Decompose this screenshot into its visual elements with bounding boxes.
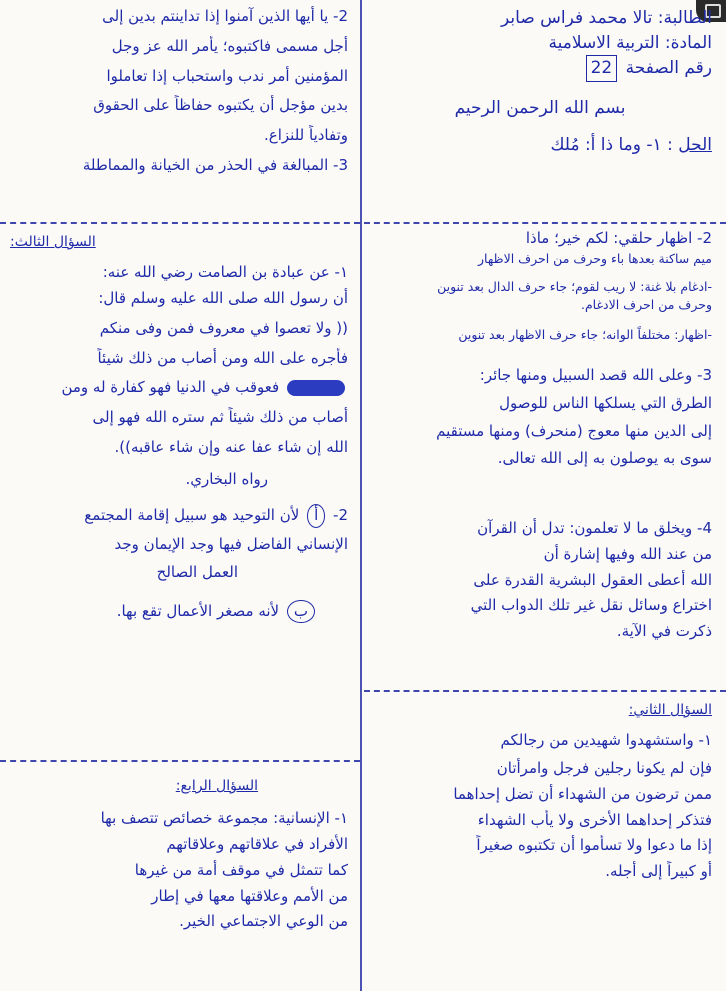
s3-q2-line-2: الإنساني الفاضل فيها وجد الإيمان وجد: [114, 535, 348, 554]
answer-2-block: [10, 6, 348, 177]
left-column: [6, 0, 356, 991]
section-2-header: السؤال الثاني:: [628, 702, 712, 718]
section-3-block: [10, 232, 348, 623]
a2-line-2: أجل مسمى فاكتبوه؛ يأمر الله عز وجل: [111, 36, 348, 55]
scribble-mark: [287, 380, 345, 396]
s3-line-1: ١- عن عبادة بن الصامت رضي الله عنه:: [102, 263, 348, 282]
s3-line-5: [10, 377, 348, 399]
q4-line-4: اختراع وسائل نقل غير تلك الدواب التي: [470, 596, 712, 615]
q2-line-4: وحرف من احرف الادغام.: [580, 297, 712, 312]
choice-a-circle: أ: [307, 504, 325, 528]
s3-q2-num: 2-: [333, 506, 348, 525]
section-4-header: السؤال الرابع:: [175, 778, 258, 794]
page-number-box: 22: [586, 55, 618, 82]
s3-q2-line-3: العمل الصالح: [156, 562, 238, 581]
answer-1: ١- وما ذا أ: مُلك: [550, 134, 662, 155]
s3-line-7: الله إن شاء عفا عنه وإن شاء عاقبه)).: [114, 437, 348, 456]
section-2-block: [368, 700, 712, 883]
s4-line-4: من الأمم وعلاقتها معها في إطار: [151, 886, 348, 905]
right-column: [364, 0, 720, 991]
s2-line-4: فتذكر إحداهما الأخرى ولا يأب الشهداء: [477, 810, 712, 829]
s3-q2-line-1: [10, 504, 348, 528]
solution-label: الحل: [678, 134, 712, 155]
question-4-block: [368, 518, 712, 643]
q3-line-1: 3- وعلى الله قصد السبيل ومنها جائر:: [479, 366, 712, 384]
header-block: [368, 6, 712, 157]
a2-line-3: المؤمنين أمر ندب واستحباب إذا تعاملوا: [106, 66, 348, 85]
q4-line-5: ذكرت في الآية.: [616, 622, 712, 640]
s4-line-2: الأفراد في علاقاتهم وعلاقاتهم: [166, 835, 348, 854]
s3-line-6: أصاب من ذلك شيئاً ثم ستره الله فهو إلى: [92, 408, 348, 427]
q4-line-2: من عند الله وفيها إشارة أن: [543, 544, 712, 563]
a3-line-1: 3- المبالغة في الحذر من الخيانة والمماطلة: [82, 155, 348, 174]
section-3-header: السؤال الثالث:: [10, 234, 96, 250]
page-label: رقم الصفحة: [625, 58, 712, 79]
s4-line-3: كما تتمثل في موقف أمة من غيرها: [134, 860, 348, 879]
s4-line-1: ١- الإنسانية: مجموعة خصائص تتصف بها: [100, 809, 348, 828]
a2-line-1: 2- يا أيها الذين آمنوا إذا تداينتم بدين إلى: [102, 7, 348, 25]
student-label: الطالبة: تالا محمد فراس صابر: [501, 8, 712, 28]
s2-line-6: أو كبيراً إلى أجله.: [605, 862, 712, 881]
s2-line-2: فإن لم يكونا رجلين فرجل وامرأتان: [496, 759, 712, 778]
section-4-block: [10, 776, 348, 933]
s3-b-line: [10, 600, 348, 624]
s2-line-3: ممن ترضون من الشهداء أن تضل إحداهما: [453, 784, 712, 803]
page-number-line: [368, 55, 712, 82]
s3-line-3: (( ولا تعصوا في معروف فمن وفى منكم: [99, 318, 348, 337]
s2-line-5: إذا ما دعوا ولا تسأموا أن تكتبوه صغيراً: [476, 836, 712, 855]
s3-q2-line-1-text: لأن التوحيد هو سبيل إقامة المجتمع: [84, 506, 300, 525]
a2-line-5: وتفادياً للنزاع.: [264, 126, 348, 144]
q2-line-3: -ادغام بلا غنة: لا ريب لقوم؛ جاء حرف الدال بعد تنوين: [437, 278, 712, 294]
answer-1-line: الحل : ١- وما ذا أ: مُلك: [550, 134, 712, 155]
question-3-block: [368, 365, 712, 470]
q2-line-1: 2- اظهار حلقي: لكم خير؛ ماذا: [525, 229, 712, 247]
subject-label: المادة: التربية الاسلامية: [548, 32, 712, 53]
q2-line-5: -اظهار: مختلفاً الوانه؛ جاء حرف الاظهار بعد تنوين: [458, 327, 712, 343]
a2-line-4: بدين مؤجل أن يكتبوه حفاظاً على الحقوق: [93, 96, 348, 115]
s3-b-text: لأنه مصغر الأعمال تقع بها.: [116, 601, 280, 620]
s3-line-2: أن رسول الله صلى الله عليه وسلم قال:: [98, 289, 348, 308]
s2-line-1: ١- واستشهدوا شهيدين من رجالكم: [500, 731, 712, 750]
s3-line-4: فأجره على الله ومن أصاب من ذلك شيئاً: [97, 348, 348, 367]
q4-line-1: 4- ويخلق ما لا تعلمون: تدل أن القرآن: [477, 519, 712, 537]
q3-line-3: إلى الدين منها معوج (منحرف) ومنها مستقيم: [436, 421, 712, 440]
column-divider: [360, 0, 362, 991]
s4-line-5: من الوعي الاجتماعي الخير.: [179, 912, 348, 931]
q2-line-2: ميم ساكنة بعدها باء وحرف من احرف الاظهار: [478, 250, 712, 266]
q3-line-4: سوى به يوصلون به إلى الله تعالى.: [497, 449, 712, 468]
q3-line-2: الطرق التي يسلكها الناس للوصول: [499, 393, 712, 412]
s3-line-5-text: فعوقب في الدنيا فهو كفارة له ومن: [61, 378, 280, 397]
question-2-block: [368, 228, 712, 344]
s3-line-8: رواه البخاري.: [185, 469, 268, 488]
q4-line-3: الله أعطى العقول البشرية القدرة على: [473, 570, 712, 589]
basmala: بسم الله الرحمن الرحيم: [454, 97, 626, 118]
choice-b-circle: ب: [287, 600, 315, 624]
